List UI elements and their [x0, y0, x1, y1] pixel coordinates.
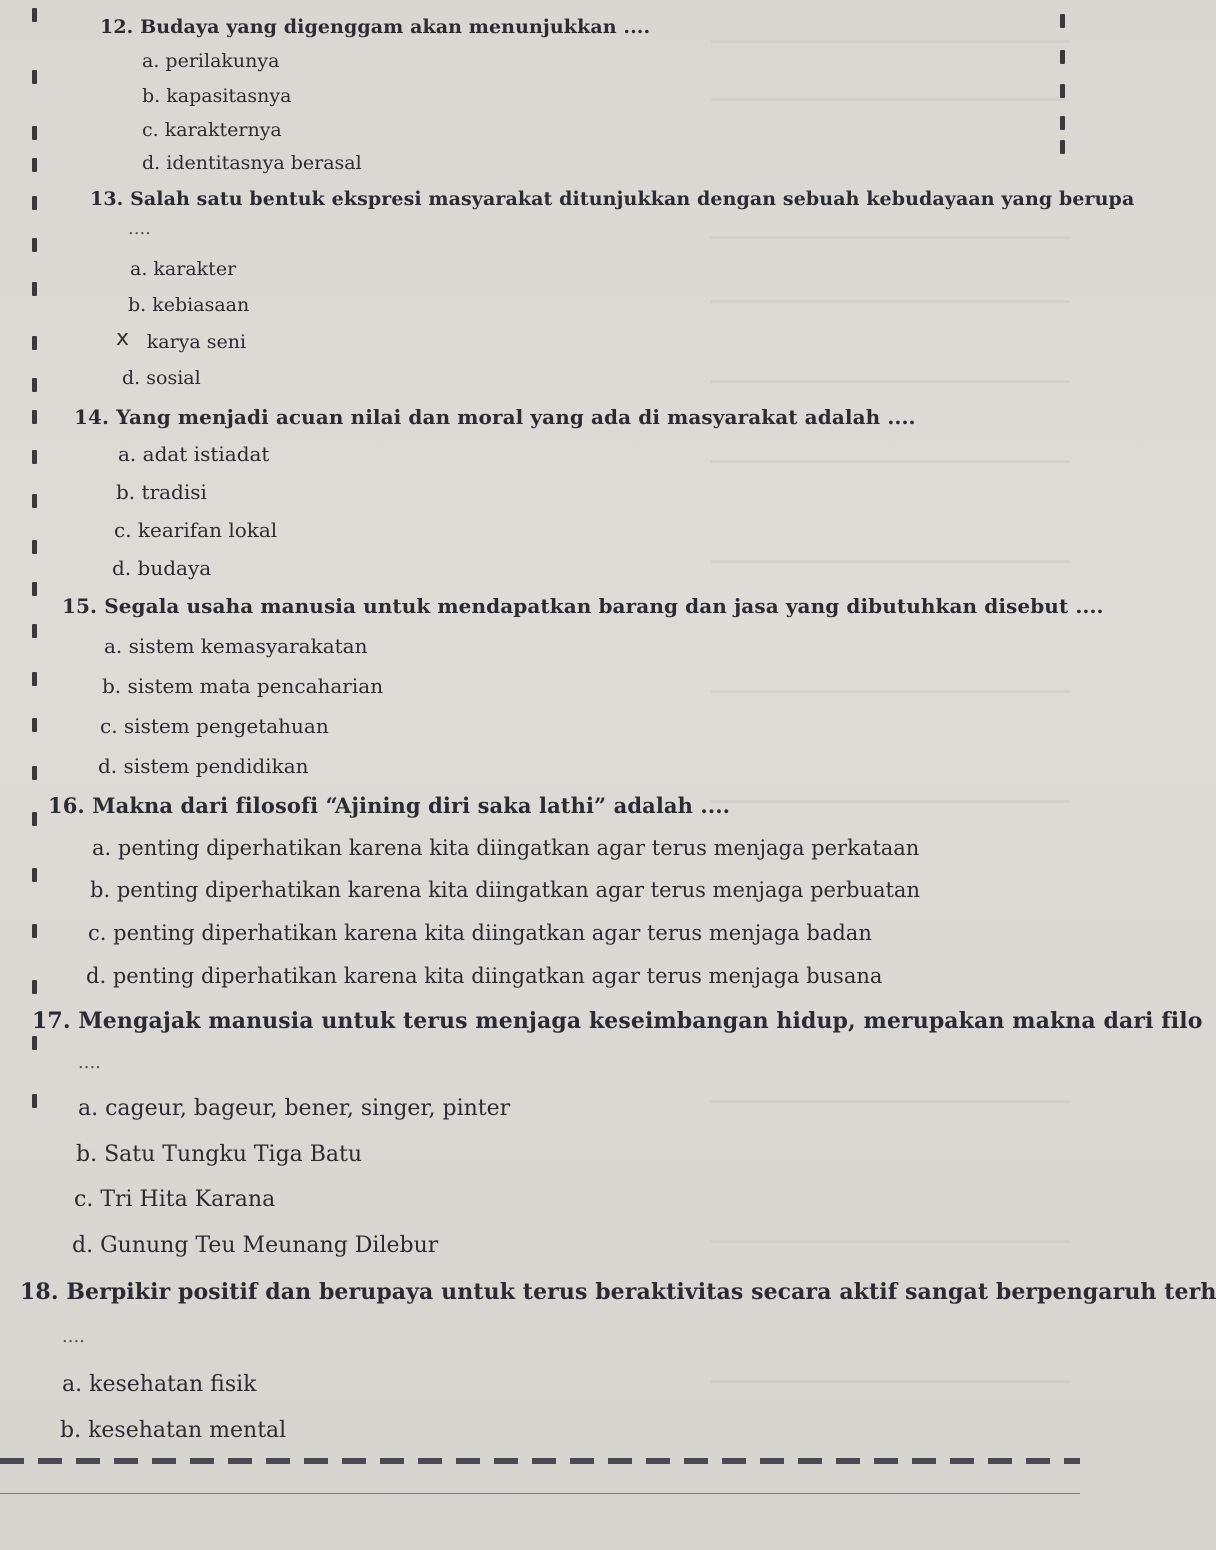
option-letter: a. [78, 1096, 99, 1121]
option-letter: c. [100, 714, 118, 738]
option-text: sosial [146, 367, 201, 389]
option-17a[interactable] [78, 1096, 510, 1121]
option-text: Gunung Teu Meunang Dilebur [100, 1233, 439, 1258]
option-letter: b. [76, 1142, 98, 1167]
question-number: 16. [48, 793, 85, 818]
option-16b[interactable] [90, 878, 920, 902]
option-12d[interactable] [142, 152, 362, 174]
question-text: Salah satu bentuk ekspresi masyarakat ditunjukkan dengan sebuah kebudayaan yang berupa [130, 188, 1135, 210]
option-letter: d. [72, 1233, 94, 1258]
option-16d[interactable] [86, 964, 882, 988]
option-14b[interactable] [116, 480, 207, 504]
option-letter: c. [88, 921, 107, 945]
paper-ruled-line [0, 1493, 1080, 1494]
option-letter: a. [142, 50, 160, 72]
question-number: 17. [32, 1008, 71, 1034]
option-letter: d. [122, 367, 141, 389]
option-letter: c. [74, 1187, 94, 1212]
option-text: penting diperhatikan karena kita diingatkan agar terus menjaga perbuatan [116, 878, 920, 902]
question-text: Makna dari filosofi “Ajining diri saka lathi” adalah .... [92, 793, 731, 818]
option-17c[interactable] [74, 1187, 275, 1212]
question-17 [32, 1008, 1203, 1034]
question-13 [90, 188, 1134, 210]
option-15b[interactable] [102, 674, 383, 698]
question-16 [48, 793, 730, 818]
notebook-binding-right [1060, 0, 1066, 160]
option-14d[interactable] [112, 556, 211, 580]
option-letter: a. [104, 634, 123, 658]
question-15 [62, 594, 1104, 618]
option-12c[interactable] [142, 119, 282, 141]
dashed-cut-line [0, 1458, 1080, 1464]
question-18 [20, 1279, 1216, 1305]
question-text: Mengajak manusia untuk terus menjaga keseimbangan hidup, merupakan makna dari filo [78, 1008, 1203, 1034]
option-letter: c. [142, 119, 159, 141]
question-number: 18. [20, 1279, 59, 1305]
option-letter: a. [130, 258, 148, 280]
option-text: Tri Hita Karana [100, 1187, 276, 1212]
option-13a[interactable] [130, 258, 236, 280]
question-14 [74, 405, 916, 429]
option-letter: b. [116, 480, 136, 504]
question-text: Berpikir positif dan berupaya untuk terus beraktivitas secara aktif sangat berpengaruh terh [66, 1279, 1216, 1305]
option-letter: d. [98, 754, 118, 778]
option-text: sistem mata pencaharian [127, 674, 384, 698]
option-18b[interactable] [60, 1418, 286, 1443]
option-16c[interactable] [88, 921, 872, 945]
option-text: tradisi [141, 480, 207, 504]
question-17-continuation: .... [78, 1052, 101, 1073]
option-14a[interactable] [118, 442, 269, 466]
option-letter: b. [90, 878, 111, 902]
option-text: cageur, bageur, bener, singer, pinter [105, 1096, 511, 1121]
option-15d[interactable] [98, 754, 309, 778]
option-text: identitasnya berasal [166, 152, 362, 174]
option-17d[interactable] [72, 1233, 438, 1258]
question-number: 12. [100, 16, 134, 38]
option-13d[interactable] [122, 367, 201, 389]
question-18-continuation: .... [62, 1326, 85, 1347]
option-letter: b. [102, 674, 122, 698]
option-letter: c. [114, 518, 132, 542]
question-12 [100, 16, 650, 38]
question-text: Segala usaha manusia untuk mendapatkan barang dan jasa yang dibutuhkan disebut .... [104, 594, 1104, 618]
question-number: 14. [74, 405, 110, 429]
handwritten-x-mark: x [116, 326, 130, 351]
option-letter: d. [142, 152, 161, 174]
option-text: penting diperhatikan karena kita diingatkan agar terus menjaga badan [113, 921, 872, 945]
question-13-continuation: .... [128, 218, 151, 239]
option-text: kapasitasnya [166, 85, 292, 107]
option-15c[interactable] [100, 714, 329, 738]
option-text: perilakunya [165, 50, 280, 72]
option-text: sistem pendidikan [123, 754, 309, 778]
option-17b[interactable] [76, 1142, 362, 1167]
option-text: karakter [153, 258, 237, 280]
option-letter: b. [142, 85, 161, 107]
option-text: budaya [137, 556, 212, 580]
option-text: kesehatan fisik [89, 1372, 257, 1397]
option-12b[interactable] [142, 85, 291, 107]
option-letter: a. [92, 836, 112, 860]
option-text: kesehatan mental [88, 1418, 287, 1443]
option-text: penting diperhatikan karena kita diingatkan agar terus menjaga busana [112, 964, 883, 988]
option-text: kebiasaan [152, 294, 250, 316]
option-text: adat istiadat [142, 442, 270, 466]
option-16a[interactable] [92, 836, 919, 860]
option-text: sistem pengetahuan [123, 714, 329, 738]
option-letter: a. [62, 1372, 83, 1397]
question-number: 15. [62, 594, 98, 618]
option-text: penting diperhatikan karena kita diingatkan agar terus menjaga perkataan [117, 836, 920, 860]
option-15a[interactable] [104, 634, 367, 658]
option-18a[interactable] [62, 1372, 257, 1397]
option-letter: d. [112, 556, 132, 580]
option-14c[interactable] [114, 518, 277, 542]
option-text: Satu Tungku Tiga Batu [104, 1142, 363, 1167]
option-12a[interactable] [142, 50, 279, 72]
option-13b[interactable] [128, 294, 249, 316]
question-text: Yang menjadi acuan nilai dan moral yang ada di masyarakat adalah .... [116, 405, 916, 429]
question-number: 13. [90, 188, 124, 210]
option-letter: d. [86, 964, 107, 988]
option-13c[interactable] [124, 331, 246, 353]
option-text: karya seni [146, 331, 247, 353]
option-text: kearifan lokal [137, 518, 278, 542]
question-text: Budaya yang digenggam akan menunjukkan .... [140, 16, 651, 38]
notebook-binding-left [32, 0, 40, 1550]
option-letter: b. [60, 1418, 82, 1443]
option-text: karakternya [164, 119, 282, 141]
option-text: sistem kemasyarakatan [128, 634, 368, 658]
option-letter: b. [128, 294, 147, 316]
option-letter: a. [118, 442, 137, 466]
